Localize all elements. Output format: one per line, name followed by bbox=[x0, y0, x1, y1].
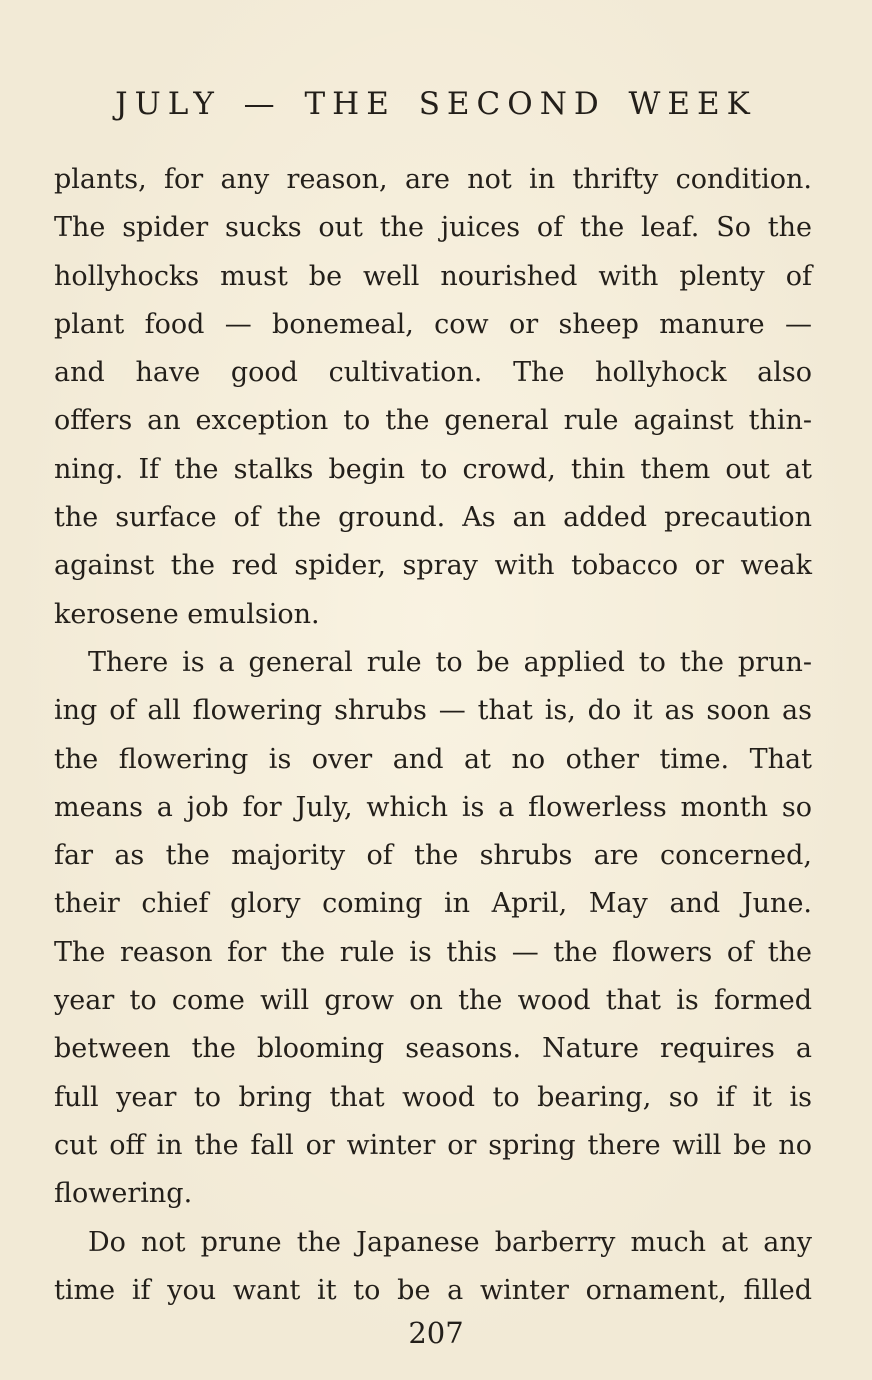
text-line: The spider sucks out the juices of the leaf. So the bbox=[54, 212, 812, 244]
text-line: plants, for any reason, are not in thrifty condition. bbox=[54, 164, 812, 195]
text-line: flowering. bbox=[54, 1178, 193, 1210]
text-line: offers an exception to the general rule against thin- bbox=[54, 405, 812, 437]
text-line: against the red spider, spray with tobacco or weak bbox=[54, 550, 812, 582]
page-number: 207 bbox=[408, 1316, 464, 1350]
text-line: far as the majority of the shrubs are concerned, bbox=[54, 840, 812, 872]
text-line: and have good cultivation. The hollyhock also bbox=[54, 357, 812, 389]
text-line: means a job for July, which is a flowerless month so bbox=[54, 791, 812, 823]
text-line: year to come will grow on the wood that is formed bbox=[54, 985, 812, 1017]
text-line: their chief glory coming in April, May and June. bbox=[54, 888, 812, 920]
text-line: time if you want it to be a winter ornament, filled bbox=[54, 1274, 812, 1306]
text-line: hollyhocks must be well nourished with plenty of bbox=[54, 260, 812, 292]
text-line: the flowering is over and at no other time. That bbox=[54, 743, 812, 775]
paragraph-start-line: There is a general rule to be applied to the prun- bbox=[88, 646, 812, 678]
text-line: The reason for the rule is this — the flowers of the bbox=[54, 936, 812, 968]
text-line: the surface of the ground. As an added precaution bbox=[54, 502, 812, 534]
running-head: JULY — THE SECOND WEEK bbox=[115, 86, 757, 122]
text-line: ing of all flowering shrubs — that is, do it as soon as bbox=[54, 695, 812, 727]
text-line: ning. If the stalks begin to crowd, thin them out at bbox=[54, 453, 812, 485]
text-line: cut off in the fall or winter or spring there will be no bbox=[54, 1129, 812, 1161]
text-line: kerosene emulsion. bbox=[54, 598, 320, 630]
text-line: between the blooming seasons. Nature requires a bbox=[54, 1033, 812, 1065]
body-text bbox=[54, 156, 812, 1315]
text-line: plant food — bonemeal, cow or sheep manure — bbox=[54, 308, 812, 340]
paragraph-start-line: Do not prune the Japanese barberry much at any bbox=[88, 1226, 812, 1258]
text-line: full year to bring that wood to bearing, so if it is bbox=[54, 1081, 812, 1113]
